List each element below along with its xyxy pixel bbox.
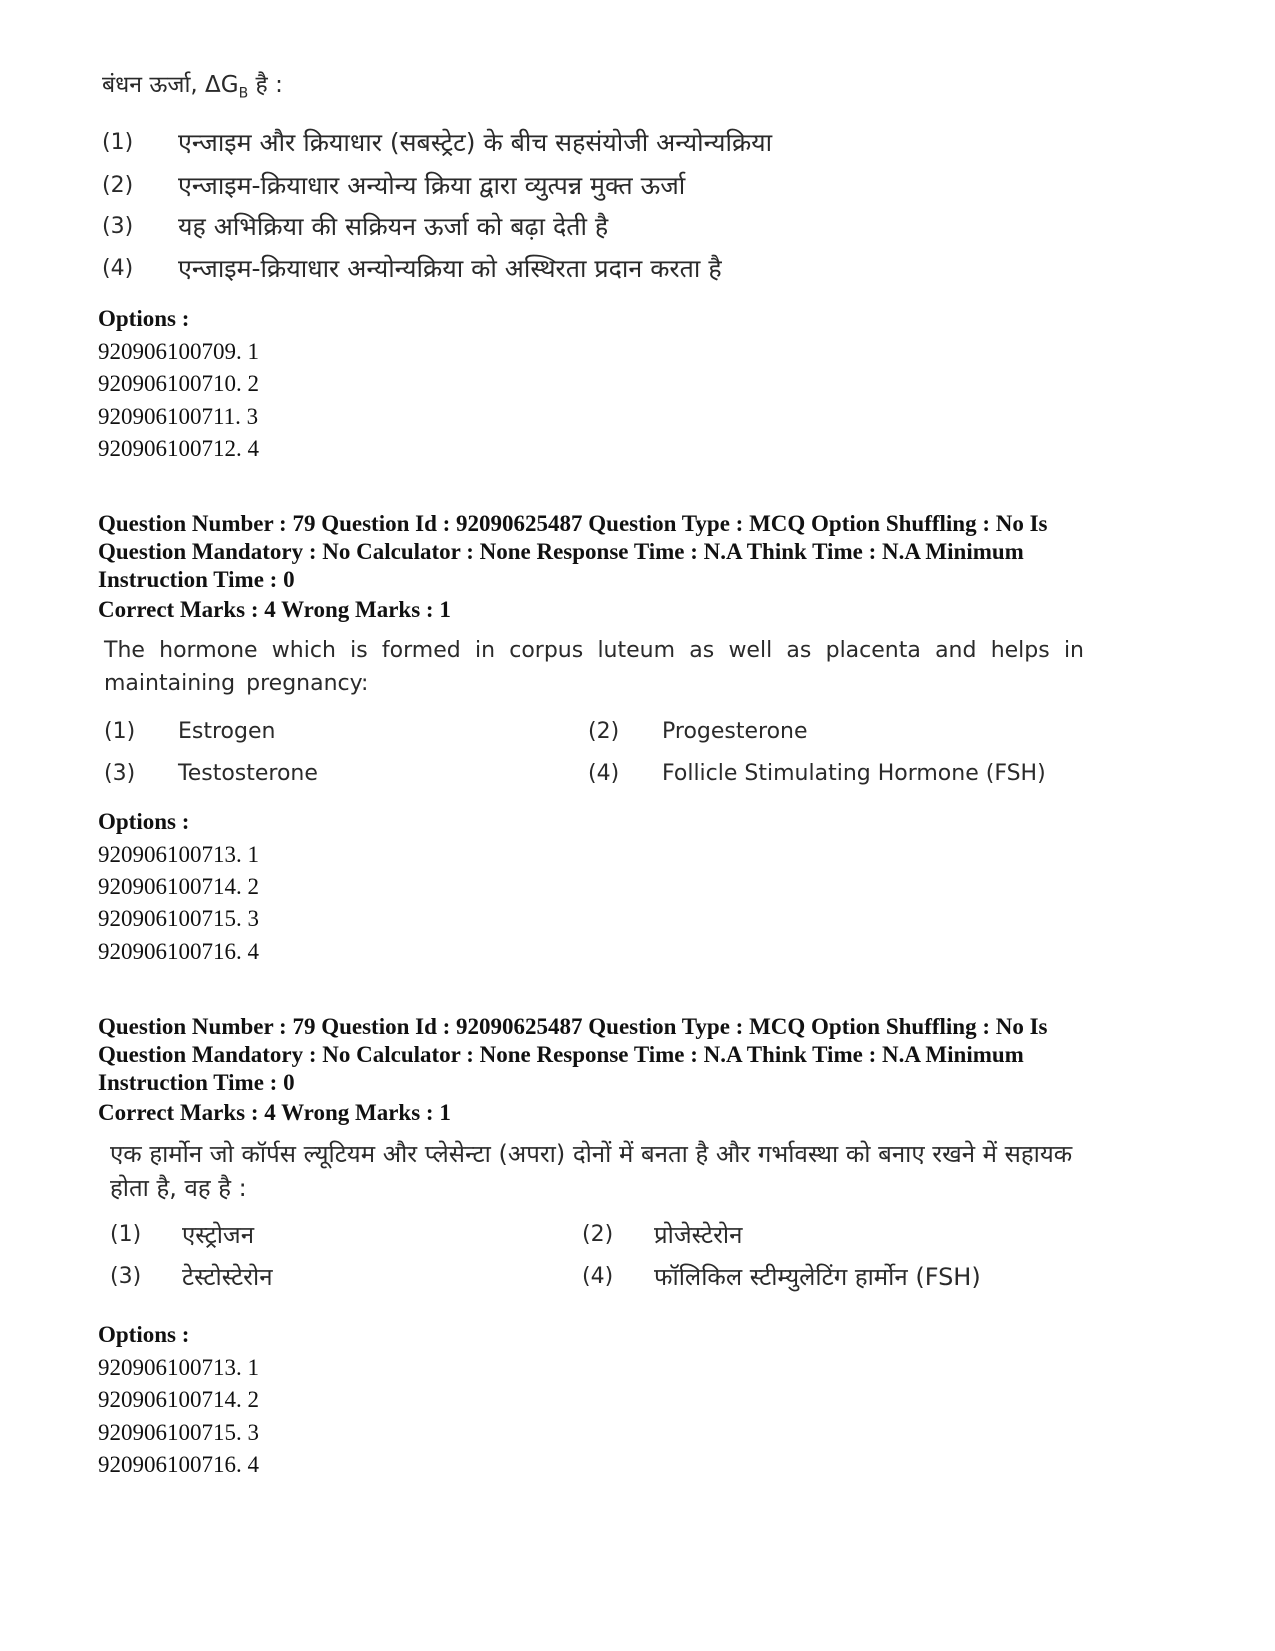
marks-line: Correct Marks : 4 Wrong Marks : 1 bbox=[98, 1100, 451, 1125]
choice-1 bbox=[104, 716, 544, 748]
choice-4 bbox=[102, 252, 1102, 286]
choice-number: (4) bbox=[588, 761, 620, 786]
meta-line: Instruction Time : 0 bbox=[98, 1070, 295, 1095]
option-id: 920906100713. 1 bbox=[98, 842, 259, 867]
choice-text: एन्जाइम और क्रियाधार (सबस्ट्रेट) के बीच सहसंयोजी अन्योन्यक्रिया bbox=[178, 128, 773, 157]
option-id: 920906100715. 3 bbox=[98, 906, 259, 931]
choice-text: Testosterone bbox=[178, 761, 318, 786]
choice-text: टेस्टोस्टेरोन bbox=[182, 1263, 273, 1291]
choice-number: (2) bbox=[588, 719, 620, 744]
question-stem-hindi: एक हार्मोन जो कॉर्पस ल्यूटियम और प्लेसेन्टा (अपरा) दोनों में बनता है और गर्भावस्था को बनाए रखने में सहायक होता है, वह है : bbox=[110, 1140, 1073, 1202]
option-id: 920906100711. 3 bbox=[98, 404, 259, 429]
choice-number: (3) bbox=[110, 1264, 142, 1289]
question-stem-english: The hormone which is formed in corpus luteum as well as placenta and helps in maintaining pregnancy: bbox=[104, 638, 1084, 696]
choice-2 bbox=[102, 169, 1102, 203]
question-meta bbox=[98, 1013, 1148, 1097]
choice-4 bbox=[588, 758, 1108, 790]
option-id: 920906100712. 4 bbox=[98, 436, 259, 461]
meta-line: Question Mandatory : No Calculator : None Response Time : N.A Think Time : N.A Minimum bbox=[98, 539, 1024, 564]
meta-line: Question Number : 79 Question Id : 92090625487 Question Type : MCQ Option Shuffling : No Is bbox=[98, 511, 1048, 536]
stem-text: बंधन ऊर्जा, ΔG bbox=[102, 72, 239, 98]
choice-2 bbox=[582, 1218, 1122, 1252]
choice-text: Follicle Stimulating Hormone (FSH) bbox=[662, 761, 1046, 786]
choice-text: प्रोजेस्टेरोन bbox=[654, 1221, 743, 1249]
choice-number: (3) bbox=[104, 761, 136, 786]
meta-line: Question Mandatory : No Calculator : None Response Time : N.A Think Time : N.A Minimum bbox=[98, 1042, 1024, 1067]
option-id: 920906100714. 2 bbox=[98, 1387, 259, 1412]
options-label: Options : bbox=[98, 1322, 190, 1347]
option-id: 920906100710. 2 bbox=[98, 371, 259, 396]
marks-line: Correct Marks : 4 Wrong Marks : 1 bbox=[98, 597, 451, 622]
stem-subscript: B bbox=[238, 85, 249, 102]
question-meta bbox=[98, 510, 1148, 594]
choice-text: Progesterone bbox=[662, 719, 808, 744]
choice-3 bbox=[102, 210, 1102, 244]
option-id: 920906100716. 4 bbox=[98, 1452, 259, 1477]
meta-line: Instruction Time : 0 bbox=[98, 567, 295, 592]
meta-line: Question Number : 79 Question Id : 92090625487 Question Type : MCQ Option Shuffling : No Is bbox=[98, 1014, 1048, 1039]
choice-number: (4) bbox=[582, 1264, 614, 1289]
choice-3 bbox=[110, 1260, 550, 1294]
choice-text: एस्ट्रोजन bbox=[182, 1221, 255, 1249]
choice-text: फॉलिकिल स्टीम्युलेटिंग हार्मोन (FSH) bbox=[654, 1263, 981, 1291]
choice-4 bbox=[582, 1260, 1122, 1294]
choice-1 bbox=[110, 1218, 550, 1252]
option-id: 920906100716. 4 bbox=[98, 939, 259, 964]
option-id: 920906100714. 2 bbox=[98, 874, 259, 899]
question-stem-hindi-1 bbox=[102, 67, 283, 102]
choice-number: (1) bbox=[104, 719, 136, 744]
choice-text: एन्जाइम-क्रियाधार अन्योन्य क्रिया द्वारा व्युत्पन्न मुक्त ऊर्जा bbox=[178, 171, 686, 200]
choice-text: एन्जाइम-क्रियाधार अन्योन्यक्रिया को अस्थिरता प्रदान करता है bbox=[178, 254, 722, 283]
choice-text: यह अभिक्रिया की सक्रियन ऊर्जा को बढ़ा देती है bbox=[178, 212, 609, 241]
options-label: Options : bbox=[98, 306, 190, 331]
choice-3 bbox=[104, 758, 544, 790]
choice-1 bbox=[102, 126, 1102, 160]
option-id: 920906100713. 1 bbox=[98, 1355, 259, 1380]
choice-number: (3) bbox=[102, 214, 134, 239]
choice-number: (4) bbox=[102, 256, 134, 281]
stem-end: है : bbox=[255, 72, 283, 98]
choice-number: (2) bbox=[582, 1222, 614, 1247]
choice-text: Estrogen bbox=[178, 719, 276, 744]
option-id: 920906100715. 3 bbox=[98, 1420, 259, 1445]
choice-number: (2) bbox=[102, 173, 134, 198]
choice-number: (1) bbox=[110, 1222, 142, 1247]
options-label: Options : bbox=[98, 809, 190, 834]
choice-2 bbox=[588, 716, 1108, 748]
choice-number: (1) bbox=[102, 130, 134, 155]
option-id: 920906100709. 1 bbox=[98, 339, 259, 364]
